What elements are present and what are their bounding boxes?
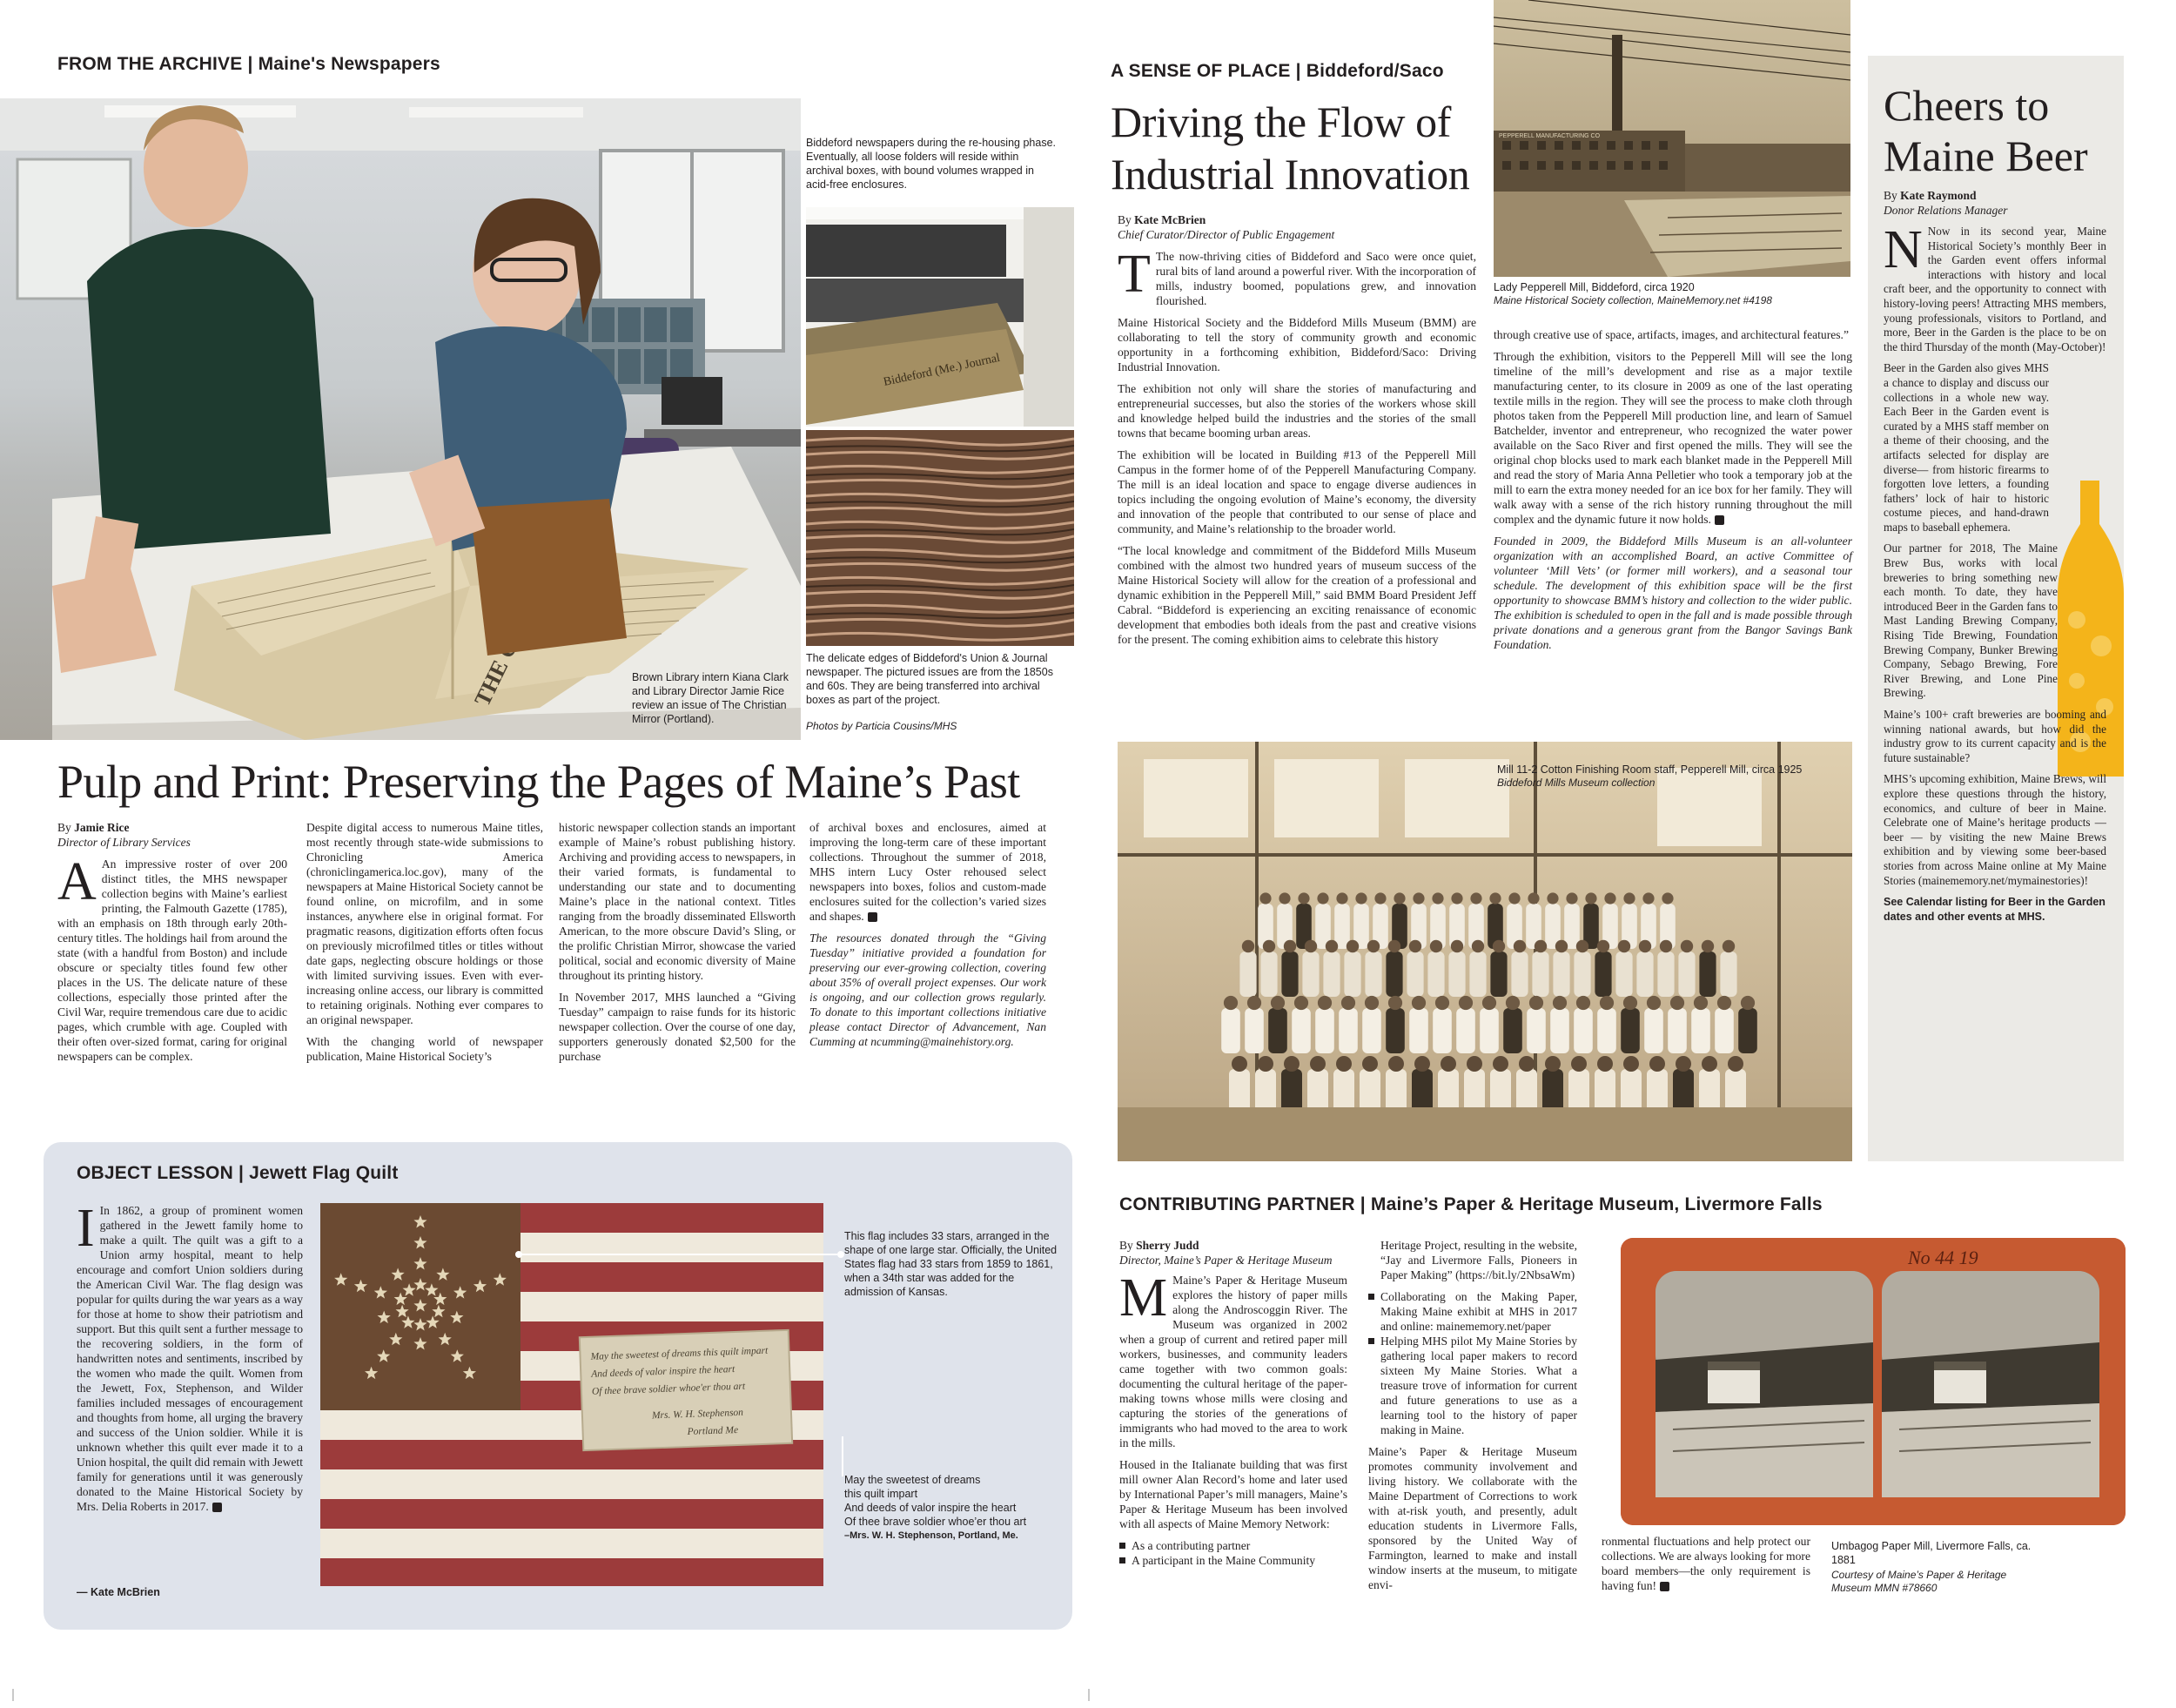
quilt-callouts bbox=[514, 1236, 844, 1480]
staff-figure-head bbox=[1271, 996, 1285, 1010]
staff-figure-head bbox=[1489, 892, 1501, 904]
place-kicker: A SENSE OF PLACE | Biddeford/Saco bbox=[1111, 61, 1444, 81]
staff-figure-body bbox=[1490, 952, 1507, 997]
staff-figure-head bbox=[1362, 1056, 1378, 1072]
staff-figure-body bbox=[1386, 1008, 1405, 1053]
beer-p1 bbox=[1884, 220, 2106, 354]
staff-figure-body bbox=[1427, 952, 1444, 997]
caption-quilt-stars: This flag includes 33 stars, arranged in the shape of one large star. Officially, the United States flag had 33 stars from 1859 to 1861, when a 34th star was added for the admission of Kansas. bbox=[844, 1230, 1058, 1298]
partner-col-3 bbox=[1602, 1534, 1810, 1600]
crop-mark bbox=[12, 1689, 14, 1701]
place-p6: through creative use of space, artifacts, images, and architectural features.” bbox=[1494, 328, 1849, 341]
caption-staff-credit: Biddeford Mills Museum collection bbox=[1497, 777, 1656, 789]
archive-col-4-p2: The resources donated through the “Giving Tuesday” initiative provided a foundation for preserving our ever-growing collection, covering about 35% of overall project expenses. Our work is ongoing, and our collection grows regularly. To donate to this important collections initiative please contact Director of Advancement, Nan Cumming at ncumming@mainehistory.org. bbox=[809, 931, 1046, 1048]
staff-figure-head bbox=[1414, 1056, 1430, 1072]
staff-figure-head bbox=[1482, 996, 1496, 1010]
byline-prefix: By bbox=[1118, 213, 1135, 226]
staff-figure-body bbox=[1260, 952, 1277, 997]
caption-mill-credit: Maine Historical Society collection, MaineMemory.net #4198 bbox=[1494, 294, 1772, 306]
object-lesson-kicker: OBJECT LESSON | Jewett Flag Quilt bbox=[77, 1163, 399, 1183]
staff-figure-head bbox=[1604, 892, 1615, 904]
caption-stereoview: Umbagog Paper Mill, Livermore Falls, ca. 1881 bbox=[1831, 1540, 2032, 1566]
byline-author: Kate Raymond bbox=[1900, 189, 1977, 202]
staff-figure-head bbox=[1365, 996, 1379, 1010]
archive-col-2-p1: Despite digital access to numerous Maine titles, most recently through state-wide submissions to Chronicling America (chroniclingamerica.loc.gov), many of the newspapers at Maine Historical Society cannot be found online, on microfilm, and in some instances, anywhere else in original format. For pragmatic reasons, digitization efforts often focus on previously microfilmed titles or titles without date gaps, neglecting obscure holdings or those with limited surviving issues. Even with ever-increasing online access, our library is committed to retaining originals. Nothing ever compares to an original newspaper. bbox=[306, 821, 543, 1026]
staff-figure-head bbox=[1310, 1056, 1326, 1072]
byline-prefix: By bbox=[1119, 1239, 1137, 1252]
archive-col-3-p2: In November 2017, MHS launched a “Giving Tuesday” campaign to raise funds for its historic newspaper collection. Over the course of one day, supporters generously donated $2,500 for the purchase bbox=[559, 991, 796, 1063]
staff-figure-head bbox=[1355, 892, 1367, 904]
staff-figure-body bbox=[1668, 1008, 1687, 1053]
staff-figure-head bbox=[1623, 996, 1637, 1010]
staff-figure-body bbox=[1407, 952, 1423, 997]
verse-line-3: And deeds of valor inspire the heart bbox=[844, 1502, 1017, 1514]
caption-edges: The delicate edges of Biddeford's Union & Journal newspaper. The pictured issues are from the 1850s and 60s. They are being transferred into archival boxes as part of the project. bbox=[806, 652, 1053, 706]
staff-figure-head bbox=[1294, 996, 1308, 1010]
staff-figure-head bbox=[1430, 940, 1442, 952]
end-mark-icon bbox=[1660, 1582, 1669, 1591]
staff-figure-head bbox=[1545, 1056, 1561, 1072]
staff-figure-body bbox=[1315, 1008, 1334, 1053]
caption-stereoview-credit: Courtesy of Maine’s Paper & Heritage Museum MMN #78660 bbox=[1831, 1569, 2007, 1594]
staff-figure-head bbox=[1647, 996, 1661, 1010]
staff-figure-head bbox=[1242, 940, 1254, 952]
staff-figure-head bbox=[1412, 996, 1426, 1010]
archive-col-1-text bbox=[57, 852, 287, 1064]
staff-figure-body bbox=[1302, 952, 1319, 997]
staff-figure-body bbox=[1621, 1008, 1640, 1053]
archive-col-4-p1 bbox=[809, 820, 1046, 924]
staff-figure-head bbox=[1585, 892, 1596, 904]
archive-col-2 bbox=[306, 820, 543, 1071]
object-lesson-signoff: — Kate McBrien bbox=[77, 1586, 160, 1598]
end-mark-icon bbox=[868, 912, 877, 922]
byline-title: Director of Library Services bbox=[57, 836, 191, 849]
staff-figure-head bbox=[1723, 940, 1735, 952]
dropcap: A bbox=[57, 852, 97, 911]
staff-figure-head bbox=[1341, 996, 1355, 1010]
beer-p2: Beer in the Garden also gives MHS a chance to display and discuss our collections in a whole new way. Each Beer in the Garden event is curated by a MHS staff member on a theme of their choosing, and the artifacts selected for display are diverse— from historic firearms to forgotten love letters, a founding fathers’ lock of hair to historic costume pieces, and hand-drawn maps to baseball ephemera. bbox=[1884, 361, 2049, 534]
staff-figure-head bbox=[1388, 996, 1402, 1010]
staff-figure-head bbox=[1493, 1056, 1508, 1072]
partner-bullet-1: As a contributing partner bbox=[1119, 1538, 1347, 1553]
staff-figure-body bbox=[1699, 952, 1716, 997]
byline-author: Kate McBrien bbox=[1134, 213, 1206, 226]
staff-figure-head bbox=[1435, 996, 1449, 1010]
staff-figure-body bbox=[1691, 1008, 1710, 1053]
archive-col-3 bbox=[559, 820, 796, 1071]
staff-figure-head bbox=[1508, 892, 1520, 904]
staff-figure-head bbox=[1388, 940, 1400, 952]
partner-col-1 bbox=[1119, 1268, 1347, 1568]
staff-figure-head bbox=[1451, 940, 1463, 952]
staff-figure-body bbox=[1574, 952, 1590, 997]
staff-figure-body bbox=[1456, 1008, 1475, 1053]
beer-p5: MHS’s upcoming exhibition, Maine Brews, will explore these questions through the history, economics, and culture of beer in Maine. Celebrate one of Maine’s heritage products — beer — by visiting the new Maine Brews exhibition and by viewing some beer-based stories from across Maine online at My Maine Stories (mainememory.net/mymainestories)! bbox=[1884, 772, 2106, 887]
beer-p3: Our partner for 2018, The Maine Brew Bus, works with local breweries to bring something new each month. To date, they have introduced Beer in the Garden fans to Mast Landing Brewing Company, Rising Tide Brewing, Foundation Brewing Company, Bunker Brewing Company, Sebago Brewing, Fore River Brewing, and Lone Pine Brewing. bbox=[1884, 541, 2058, 700]
crop-mark bbox=[1088, 1689, 1090, 1701]
staff-figure-head bbox=[1514, 940, 1526, 952]
staff-figure-body bbox=[1527, 1008, 1546, 1053]
verse-line-1: May the sweetest of dreams bbox=[844, 1474, 981, 1486]
staff-figure-head bbox=[1259, 892, 1271, 904]
staff-figure-head bbox=[1394, 892, 1405, 904]
staff-figure-head bbox=[1284, 940, 1296, 952]
staff-figure-body bbox=[1433, 1008, 1452, 1053]
caption-photo-credit: Photos by Particia Cousins/MHS bbox=[806, 720, 957, 732]
byline-title: Director, Maine’s Paper & Heritage Museum bbox=[1119, 1254, 1333, 1267]
staff-figure-body bbox=[1448, 952, 1465, 997]
staff-figure-body bbox=[1738, 1008, 1757, 1053]
staff-figure-head bbox=[1279, 892, 1290, 904]
place-p7-text: Through the exhibition, visitors to the Pepperell Mill will see the long timeline of the mill’s development and rise as a major textile manufacturing center, to its closure in 2009 as one of the last operating textile mills in the region. They will see the process to make cloth through photos taken from the Pepperell Mill production line, and learn of Samuel Batchelder, inventor and entrepreneur, who recognized the water power available on the Saco River and first opened the mills. They will see the original chop blocks used to mark each blanket made in the Pepperell Mill and read the story of Maria Anna Pelletier who took a temporary job at the mill to earn the extra money needed for an ice box for her family. They will walk away with a sense of the rich history running throughout the mill complex and the dynamic future it now holds. bbox=[1494, 350, 1852, 526]
archive-col-1 bbox=[57, 852, 287, 1071]
handwriting-place: Portland Me bbox=[687, 1424, 739, 1437]
dropcap: I bbox=[77, 1199, 95, 1258]
staff-figure-head bbox=[1374, 892, 1386, 904]
byline-title: Chief Curator/Director of Public Engagement bbox=[1118, 228, 1335, 241]
staff-figure-head bbox=[1317, 892, 1328, 904]
staff-figure-head bbox=[1576, 940, 1588, 952]
staff-figure-body bbox=[1715, 1008, 1734, 1053]
staff-figure-head bbox=[1566, 892, 1577, 904]
beer-body bbox=[1884, 220, 2106, 931]
rehousing-illustration bbox=[806, 207, 1074, 427]
staff-figure-head bbox=[1528, 892, 1539, 904]
staff-figure-head bbox=[1535, 940, 1547, 952]
staff-figure-head bbox=[1224, 996, 1238, 1010]
staff-figure-body bbox=[1480, 1008, 1499, 1053]
staff-figure-head bbox=[1493, 940, 1505, 952]
staff-figure-body bbox=[1595, 952, 1611, 997]
staff-figure-head bbox=[1409, 940, 1421, 952]
staff-figure-head bbox=[1660, 940, 1672, 952]
dropcap: N bbox=[1884, 220, 1923, 279]
staff-figure-body bbox=[1221, 1008, 1240, 1053]
partner-bullet-4: Helping MHS pilot My Maine Stories by gathering local paper makers to record sixteen My Maine Stories. What a treasure trove of information for current and future generations to use as a learning tool to the history of paper making in Maine. bbox=[1368, 1334, 1577, 1437]
staff-figure-body bbox=[1362, 1008, 1381, 1053]
place-col-1 bbox=[1118, 245, 1476, 654]
staff-figure-head bbox=[1597, 940, 1609, 952]
staff-figure-head bbox=[1623, 892, 1635, 904]
staff-figure-head bbox=[1506, 996, 1520, 1010]
partner-p5 bbox=[1602, 1534, 1810, 1593]
staff-figure-head bbox=[1247, 996, 1261, 1010]
place-headline: Driving the Flow of Industrial Innovation bbox=[1111, 98, 1470, 198]
staff-figure-body bbox=[1553, 952, 1569, 997]
mill-illustration bbox=[1494, 0, 1850, 277]
staff-figure-head bbox=[1519, 1056, 1535, 1072]
staff-figure-body bbox=[1409, 1008, 1428, 1053]
archive-kicker: FROM THE ARCHIVE | Maine's Newspapers bbox=[57, 54, 440, 74]
handwriting-signature: Mrs. W. H. Stephenson bbox=[651, 1407, 744, 1422]
dropcap: M bbox=[1119, 1268, 1168, 1328]
readers-photo-illustration bbox=[0, 98, 801, 740]
archive-col-1-body: An impressive roster of over 200 distinct titles, the MHS newspaper collection begins with Maine’s earliest printing, the Falmouth Gazette (1785), with an emphasis on 18th through early 20th-century titles. The holdings hail from around the state (with a handful from Boston) and include obscure or specialty titles found few other places in the US. The delicate nature of these collections, especially those printed after the Civil War, require tremendous care due to acidic pages, which crumble with age. Coupled with their often over-sized format, caring for original newspapers can be complex. bbox=[57, 857, 287, 1063]
caption-staff: Mill 11-2 Cotton Finishing Room staff, Pepperell Mill, circa 1925 bbox=[1497, 763, 1803, 776]
beer-p4: Maine’s 100+ craft breweries are booming and winning national awards, but how did the industry grow to its current capacity and is the future sustainable? bbox=[1884, 708, 2106, 764]
staff-figure-body bbox=[1644, 1008, 1663, 1053]
staff-figure-head bbox=[1571, 1056, 1587, 1072]
verse-line-2: this quilt impart bbox=[844, 1488, 918, 1500]
partner-p2: Housed in the Italianate building that was first mill owner Alan Record’s home and later used by International Paper’s mill managers, Maine’s Paper & Heritage Museum has been involved with all aspects of Maine Memory Network: bbox=[1119, 1458, 1347, 1530]
staff-figure-body bbox=[1292, 1008, 1311, 1053]
dropcap: T bbox=[1118, 245, 1151, 304]
staff-figure-head bbox=[1694, 996, 1708, 1010]
staff-figure-head bbox=[1470, 892, 1481, 904]
partner-list-1 bbox=[1119, 1538, 1347, 1568]
partner-bullet-2: A participant in the Maine Community bbox=[1119, 1553, 1347, 1568]
staff-figure-head bbox=[1318, 996, 1332, 1010]
verse-attribution: –Mrs. W. H. Stephenson, Portland, Me. bbox=[844, 1530, 1018, 1541]
caption-rehousing: Biddeford newspapers during the re-housing phase. Eventually, all loose folders will reside within archival boxes, with bound volumes wrapped in acid-free enclosures. bbox=[806, 137, 1056, 191]
beer-p6: See Calendar listing for Beer in the Garden dates and other events at MHS. bbox=[1884, 896, 2105, 923]
staff-figure-head bbox=[1336, 892, 1347, 904]
staff-figure-body bbox=[1574, 1008, 1593, 1053]
beer-headline: Cheers to Maine Beer bbox=[1884, 81, 2088, 180]
staff-figure-head bbox=[1347, 940, 1359, 952]
place-byline bbox=[1118, 212, 1466, 242]
archive-headline: Pulp and Print: Preserving the Pages of Maine’s Past bbox=[57, 756, 1020, 808]
staff-figure-body bbox=[1657, 952, 1674, 997]
archive-col-3-p1: historic newspaper collection stands an important example of Maine’s robust publishing history. Archiving and providing access to newspapers, in their varied formats, is fundamental to understanding our state and to documenting Maine’s place in the national context. Titles ranging from the broadly disseminated Ellsworth American, to the more obscure David’s Sling, or the prolific Christian Mirror, showcase the varied political, social and economic diversity of Maine throughout its printing history. bbox=[559, 821, 796, 982]
partner-p3: Heritage Project, resulting in the website, “Jay and Livermore Falls, Pioneers in Paper Making” (https://bit.ly/2NbsaWm) bbox=[1380, 1239, 1577, 1281]
staff-figure-head bbox=[1717, 996, 1731, 1010]
staff-figure-body bbox=[1239, 952, 1256, 997]
stereoview-photo bbox=[1621, 1238, 2126, 1525]
staff-figure-body bbox=[1503, 1008, 1522, 1053]
readers-photo bbox=[0, 98, 801, 740]
staff-figure-head bbox=[1728, 1056, 1743, 1072]
staff-figure-body bbox=[1511, 952, 1528, 997]
end-mark-icon bbox=[212, 1503, 222, 1512]
staff-figure-body bbox=[1678, 952, 1695, 997]
staff-figure-head bbox=[1432, 892, 1443, 904]
staff-figure-body bbox=[1281, 952, 1298, 997]
staff-photo bbox=[1118, 742, 1852, 1161]
object-lesson-body bbox=[77, 1199, 303, 1521]
staff-figure-head bbox=[1413, 892, 1424, 904]
place-p2: Maine Historical Society and the Biddeford Mills Museum (BMM) are collaborating to tell the story of community growth and economic opportunity in a forthcoming exhibition, Biddeford/Saco: Driving Industrial Innovation. bbox=[1118, 316, 1476, 373]
staff-figure-body bbox=[1334, 904, 1350, 949]
staff-figure-head bbox=[1326, 940, 1338, 952]
staff-figure-head bbox=[1459, 996, 1473, 1010]
staff-figure-body bbox=[1386, 952, 1402, 997]
partner-col-2 bbox=[1368, 1238, 1577, 1599]
mill-sign: PEPPERELL MANUFACTURING CO bbox=[1499, 133, 1601, 139]
partner-p4: Maine’s Paper & Heritage Museum promotes community involvement and living history. We collaborate with the Maine Department of Corrections to work with at-risk youth, and presently, adult education students in Livermore Falls, sponsored by the United Way of Farmington, learned to make and install window inserts at the museum, to mitigate envi- bbox=[1368, 1445, 1577, 1591]
verse-line-4: Of thee brave soldier whoe’er thou art bbox=[844, 1516, 1027, 1528]
partner-p5-text: ronmental fluctuations and help protect our collections. We are always looking for more board members—the only requirement is having fun! bbox=[1602, 1535, 1810, 1592]
archive-col-4 bbox=[809, 820, 1046, 1056]
mill-photo bbox=[1494, 0, 1850, 277]
staff-figure-head bbox=[1597, 1056, 1613, 1072]
byline-prefix: By bbox=[57, 821, 75, 834]
staff-figure-body bbox=[1323, 952, 1340, 997]
place-p3: The exhibition not only will share the stories of manufacturing and entrepreneurial successes, but also the stories of the workers whose skill and knowledge helped build the industries and the stories of the small towns that became booming urban areas. bbox=[1118, 382, 1476, 440]
byline-author: Sherry Judd bbox=[1136, 1239, 1199, 1252]
volume-label: Biddeford (Me.) Journal bbox=[882, 351, 1002, 389]
staff-figure-head bbox=[1284, 1056, 1300, 1072]
place-col-2 bbox=[1494, 327, 1852, 659]
staff-figure-head bbox=[1553, 996, 1567, 1010]
object-lesson-body-text: In 1862, a group of prominent women gathered in the Jewett family home to make a quilt. The quilt was a gift to a Union army hospital, meant to help encourage and comfort Union soldiers during the American Civil War. The flag design was popular for quilts during the war years as a way for those at home to show their patriotism and support. But this quilt sent a further message to the recovering soldiers, in the form of handwritten notes and sentiments, inscribed by the women who made the quilt. Women from the Jewett, Fox, Stephenson, and Wilder families included messages of encouragement and thoughts from home, all urging the bravery and success of the Union soldier. While it is unknown whether this quilt ever made it to a Union hospital, the quilt did remain with Jewett family for generations until it was generously donated to the Maine Historical Society by Mrs. Delia Roberts in 2017. bbox=[77, 1204, 303, 1513]
staff-figure-head bbox=[1336, 1056, 1352, 1072]
partner-p1 bbox=[1119, 1268, 1347, 1450]
quilt-verse bbox=[844, 1473, 1062, 1543]
staff-figure-head bbox=[1529, 996, 1543, 1010]
stereoview-illustration bbox=[1621, 1238, 2126, 1525]
partner-kicker: CONTRIBUTING PARTNER | Maine’s Paper & Heritage Museum, Livermore Falls bbox=[1119, 1194, 1823, 1214]
staff-figure-head bbox=[1702, 940, 1714, 952]
staff-figure-body bbox=[1720, 952, 1736, 997]
place-p1 bbox=[1118, 245, 1476, 308]
staff-figure-head bbox=[1232, 1056, 1247, 1072]
place-p8: Founded in 2009, the Biddeford Mills Museum is an all-volunteer organization with an accomplished Board, an active Committee of volunteer ‘Mill Vets’ (or former mill workers), and a seasonal tour schedule. The development of this exhibition space will be the first opportunity to showcase BMM’s history and collection to the wider public. The exhibition is scheduled to open in the fall and is made possible through private donations and a generous grant from the Bangor Savings Bank Foundation. bbox=[1494, 535, 1852, 651]
staff-figure-head bbox=[1258, 1056, 1273, 1072]
staff-figure-head bbox=[1642, 892, 1654, 904]
edges-photo bbox=[806, 430, 1074, 646]
staff-figure-head bbox=[1451, 892, 1462, 904]
handwriting-line-1: May the sweetest of dreams this quilt impart bbox=[590, 1345, 769, 1362]
edges-illustration bbox=[806, 430, 1074, 646]
staff-figure-head bbox=[1441, 1056, 1456, 1072]
staff-figure-body bbox=[1532, 952, 1548, 997]
staff-figure-head bbox=[1618, 940, 1630, 952]
rehousing-photo bbox=[806, 207, 1074, 427]
staff-figure-head bbox=[1576, 996, 1590, 1010]
staff-figure-body bbox=[1564, 904, 1580, 949]
staff-figure-body bbox=[1344, 952, 1360, 997]
staff-figure-body bbox=[1339, 1008, 1358, 1053]
staff-figure-body bbox=[1268, 1008, 1287, 1053]
staff-figure-head bbox=[1649, 1056, 1665, 1072]
staff-figure-body bbox=[1365, 952, 1381, 997]
staff-figure-head bbox=[1662, 892, 1673, 904]
staff-figure-head bbox=[1670, 996, 1684, 1010]
caption-readers: Brown Library intern Kiana Clark and Library Director Jamie Rice review an issue of The Christian Mirror (Portland). bbox=[632, 671, 789, 725]
handwriting-line-3: Of thee brave soldier whoe'er thou art bbox=[591, 1381, 746, 1397]
handwriting-line-2: And deeds of valor inspire the heart bbox=[591, 1364, 735, 1380]
place-p1-text: The now-thriving cities of Biddeford and Saco were once quiet, rural bits of land around a powerful river. With the incorporation of mills, industry boomed, populations grew, and innovation flourished. bbox=[1155, 250, 1476, 307]
staff-figure-head bbox=[1388, 1056, 1404, 1072]
staff-figure-head bbox=[1600, 996, 1614, 1010]
byline-author: Jamie Rice bbox=[74, 821, 130, 834]
staff-figure-head bbox=[1623, 1056, 1639, 1072]
card-note: No 44 19 bbox=[1908, 1247, 1978, 1268]
place-p4: The exhibition will be located in Building #13 of the Pepperell Mill Campus in the former home of of the Pepperell Manufacturing Company. The mill is an ideal location and space to engage diverse audiences in topics including the ongoing evolution of Maine’s economy, the diversity and innovation of the people that contributed to our sense of place and community, and Maine’s relationship to the broader world. bbox=[1118, 448, 1476, 535]
archive-byline bbox=[57, 820, 275, 850]
staff-figure-head bbox=[1547, 892, 1558, 904]
partner-p1-text: Maine’s Paper & Heritage Museum explores the history of paper mills along the Androscoggin River. The Museum was organized in 2002 when a group of current and retired paper mill workers, businesses, and community leaders came together with two common goals: documenting the cultural heritage of the paper-making towns whose mills were closing and capturing the stories of the generations of immigrants who had moved to the area to work in the mills. bbox=[1119, 1274, 1347, 1449]
beer-byline bbox=[1884, 188, 2110, 218]
caption-mill: Lady Pepperell Mill, Biddeford, circa 1920 bbox=[1494, 281, 1695, 293]
staff-figure-head bbox=[1676, 1056, 1691, 1072]
staff-figure-body bbox=[1636, 952, 1653, 997]
staff-figure-head bbox=[1681, 940, 1693, 952]
staff-figure-head bbox=[1298, 892, 1309, 904]
archive-col-2-p2: With the changing world of newspaper publication, Maine Historical Society’s bbox=[306, 1035, 543, 1063]
staff-figure-head bbox=[1467, 1056, 1482, 1072]
place-p7 bbox=[1494, 349, 1852, 527]
staff-figure-body bbox=[1550, 1008, 1569, 1053]
staff-figure-body bbox=[1615, 952, 1632, 997]
staff-figure-body bbox=[1245, 1008, 1264, 1053]
staff-figure-head bbox=[1702, 1056, 1717, 1072]
object-lesson-text bbox=[77, 1199, 303, 1514]
staff-illustration bbox=[1118, 742, 1852, 1161]
beer-p1-text: Now in its second year, Maine Historical Society’s monthly Beer in the Garden event offers informal interactions with history and local craft beer, and the opportunity to connect with history-loving peers! Attracting MHS members, young professionals, visitors to Portland, and more, Beer in the Garden is the place to be on the third Thursday of the month (May-October)! bbox=[1884, 225, 2106, 353]
staff-figure-head bbox=[1639, 940, 1651, 952]
place-p5: “The local knowledge and commitment of the Biddeford Mills Museum combined with the almost two hundred years of museum success of the Maine Historical Society will allow for the creation of a professional and dynamic exhibition in the Pepperell Mill,” said BMM Board President Jeff Cabral. “Biddeford is experiencing an exciting renaissance of economic development that embodies both ideals from the past and creative visions for the present. The coming exhibition aims to celebrate this history bbox=[1118, 544, 1476, 646]
staff-figure-head bbox=[1741, 996, 1755, 1010]
staff-figure-head bbox=[1305, 940, 1317, 952]
partner-bullet-3: Collaborating on the Making Paper, Making Maine exhibit at MHS in 2017 and online: mainememory.net/paper bbox=[1368, 1289, 1577, 1334]
partner-byline bbox=[1119, 1238, 1380, 1268]
partner-list-2 bbox=[1368, 1289, 1577, 1437]
byline-prefix: By bbox=[1884, 189, 1901, 202]
staff-figure-head bbox=[1367, 940, 1380, 952]
staff-figure-head bbox=[1555, 940, 1568, 952]
archive-col-4-p1-text: of archival boxes and enclosures, aimed at improving the long-term care of these important collections. Throughout the summer of 2018, MHS intern Lucy Oster rehoused select newspapers into boxes, folios and custom-made enclosures suited for the collection’s varied sizes and shapes. bbox=[809, 821, 1046, 923]
end-mark-icon bbox=[1715, 515, 1724, 525]
staff-figure-head bbox=[1263, 940, 1275, 952]
staff-figure-head bbox=[1472, 940, 1484, 952]
staff-figure-body bbox=[1469, 952, 1486, 997]
staff-figure-body bbox=[1597, 1008, 1616, 1053]
byline-title: Donor Relations Manager bbox=[1884, 204, 2008, 217]
